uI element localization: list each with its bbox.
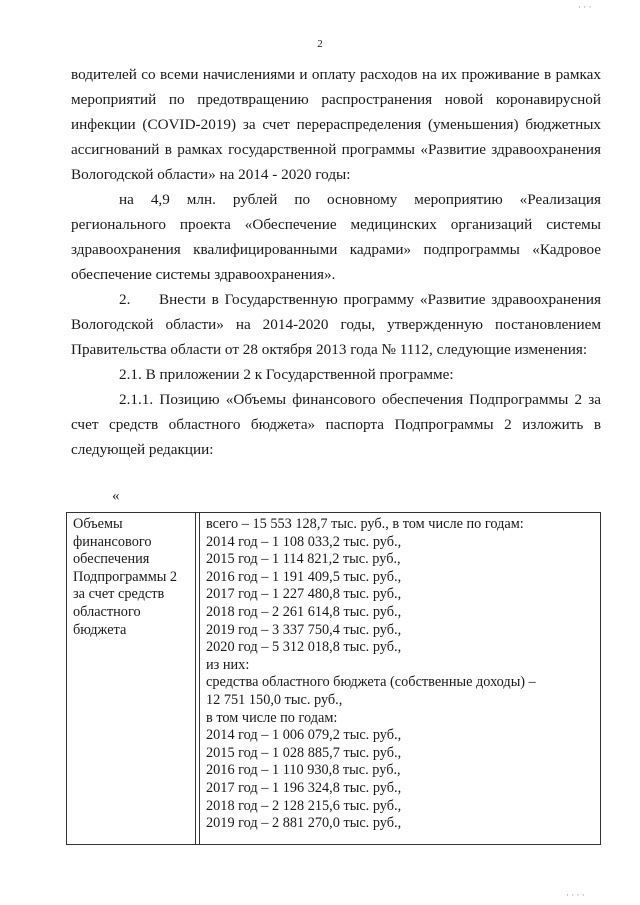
- value-line: из них:: [206, 656, 250, 673]
- value-line: 2017 год – 1 227 480,8 тыс. руб.,: [206, 586, 402, 603]
- value-line: 2015 год – 1 114 821,2 тыс. руб.,: [206, 551, 401, 568]
- table-value-cell: [199, 513, 600, 844]
- paragraph-continuation: водителей со всеми начислениями и оплату расходов на их проживание в рамках мероприятий по предотвращению распространения новой коронавирусной инфекции (COVID-2019) за счет перераспределения (уменьшения) бюджетных ассигнований в рамках государственной программы «Развитие здравоохранения Вологодской области» на 2014 - 2020 годы:: [71, 66, 601, 183]
- value-line: 2018 год – 2 128 215,6 тыс. руб.,: [206, 797, 402, 814]
- paragraph-amount: на 4,9 млн. рублей по основному мероприятию «Реализация регионального проекта «Обеспечение медицинских организаций системы здравоохранения квалифицированными кадрами» подпрограммы «Кадровое обеспечение системы здравоохранения».: [71, 191, 601, 283]
- paragraph-2-1-1: 2.1.1. Позицию «Объемы финансового обеспечения Подпрограммы 2 за счет средств областного бюджета» паспорта Подпрограммы 2 изложить в следующей редакции:: [71, 391, 601, 458]
- value-line: 12 751 150,0 тыс. руб.,: [206, 691, 343, 708]
- label-line: областного: [73, 603, 141, 620]
- label-line: за счет средств: [73, 586, 165, 603]
- value-line: 2014 год – 1 006 079,2 тыс. руб.,: [206, 727, 402, 744]
- value-line: 2020 год – 5 312 018,8 тыс. руб.,: [206, 639, 402, 656]
- value-line: 2017 год – 1 196 324,8 тыс. руб.,: [206, 779, 402, 796]
- value-line: 2016 год – 1 110 930,8 тыс. руб.,: [206, 762, 401, 779]
- label-line: обеспечения: [73, 551, 150, 568]
- value-line: 2016 год – 1 191 409,5 тыс. руб.,: [206, 568, 402, 585]
- document-body: [71, 62, 601, 462]
- scan-corner-mark-bottom: · · · ·: [566, 890, 585, 900]
- label-line: Объемы: [73, 516, 123, 532]
- paragraph-2-1: 2.1. В приложении 2 к Государственной программе:: [119, 366, 454, 383]
- item-number: 2.: [119, 291, 131, 308]
- value-line: в том числе по годам:: [206, 709, 338, 726]
- page-number: 2: [317, 38, 323, 50]
- value-line: 2019 год – 2 881 270,0 тыс. руб.,: [206, 815, 402, 832]
- value-line: 2014 год – 1 108 033,2 тыс. руб.,: [206, 533, 402, 550]
- label-line: бюджета: [73, 621, 127, 638]
- value-line: всего – 15 553 128,7 тыс. руб., в том числе по годам:: [206, 516, 524, 532]
- value-line: 2018 год – 2 261 614,8 тыс. руб.,: [206, 603, 402, 620]
- opening-quote: «: [112, 488, 120, 504]
- financing-table: [66, 512, 601, 845]
- scan-corner-mark-top: · · ·: [578, 2, 592, 12]
- table-label-cell: [67, 513, 196, 844]
- value-line: 2015 год – 1 028 885,7 тыс. руб.,: [206, 744, 402, 761]
- paragraph-item-2: [71, 287, 601, 362]
- item-2-text: Внести в Государственную программу «Развитие здравоохранения Вологодской области» на 2014-2020 годы, утвержденную постановлением Правительства области от 28 октября 2013 года № 1112, следующие изменения:: [71, 291, 601, 358]
- label-line: Подпрограммы 2: [73, 568, 178, 585]
- label-line: финансового: [73, 533, 152, 550]
- value-line: средства областного бюджета (собственные доходы) –: [206, 674, 536, 691]
- value-line: 2019 год – 3 337 750,4 тыс. руб.,: [206, 621, 402, 638]
